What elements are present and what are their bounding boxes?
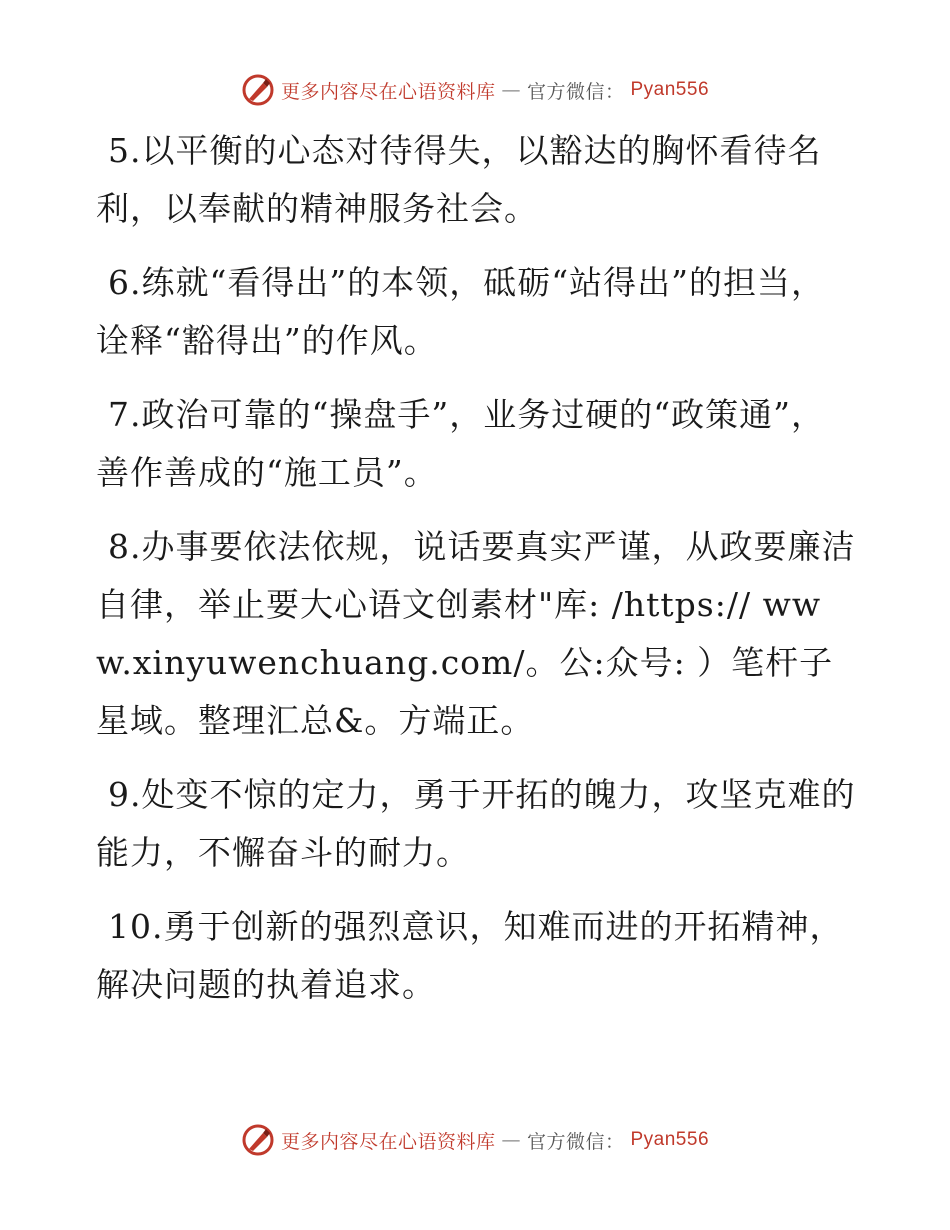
- paragraph-number: 8.: [108, 527, 142, 566]
- paragraph-text: 练就“看得出”的本领，砥砺“站得出”的担当，诠释“豁得出”的作风。: [96, 263, 825, 360]
- watermark-main-text: 更多内容尽在心语资料库: [280, 1130, 496, 1153]
- watermark-official-label: 官方微信：: [526, 80, 625, 103]
- header-watermark: [0, 70, 950, 110]
- paragraph-number: 5.: [108, 131, 142, 170]
- watermark-wechat-id: Pyan556: [630, 1129, 710, 1150]
- paragraph-5: [96, 122, 856, 238]
- paragraph-text: 政治可靠的“操盘手”，业务过硬的“政策通”，善作善成的“施工员”。: [96, 395, 825, 492]
- watermark-dash: —: [501, 79, 521, 101]
- document-body: [96, 122, 856, 1030]
- pen-logo-icon: [241, 1123, 275, 1157]
- paragraph-number: 7.: [108, 395, 142, 434]
- paragraph-8: [96, 518, 856, 750]
- paragraph-9: [96, 766, 856, 882]
- paragraph-text: 办事要依法依规，说话要真实严谨，从政要廉洁自律，举止要大心语文创素材"库: /https:// www.xinyuwenchuang.com/。公:众号: ）笔杆子星域。整理汇总&。方端正。: [96, 527, 856, 740]
- watermark-main-text: 更多内容尽在心语资料库: [280, 80, 496, 103]
- paragraph-number: 10.: [108, 907, 164, 946]
- paragraph-10: [96, 898, 856, 1014]
- pen-logo-icon: [241, 73, 275, 107]
- paragraph-text: 处变不惊的定力，勇于开拓的魄力，攻坚克难的能力，不懈奋斗的耐力。: [96, 775, 856, 872]
- paragraph-text: 勇于创新的强烈意识，知难而进的开拓精神，解决问题的执着追求。: [96, 907, 844, 1004]
- watermark-dash: —: [501, 1129, 521, 1151]
- watermark-wechat-id: Pyan556: [630, 79, 710, 100]
- paragraph-text: 以平衡的心态对待得失，以豁达的胸怀看待名利，以奉献的精神服务社会。: [96, 131, 822, 228]
- footer-watermark: [0, 1120, 950, 1160]
- paragraph-number: 6.: [108, 263, 142, 302]
- paragraph-6: [96, 254, 856, 370]
- watermark-official-label: 官方微信：: [526, 1130, 625, 1153]
- paragraph-7: [96, 386, 856, 502]
- paragraph-number: 9.: [108, 775, 142, 814]
